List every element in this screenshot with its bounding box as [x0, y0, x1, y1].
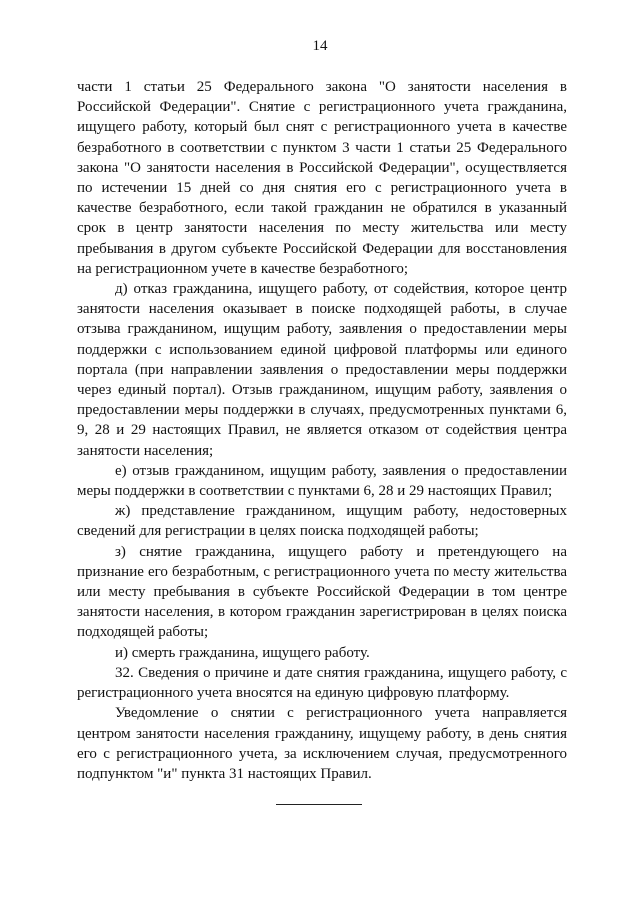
document-body: [77, 77, 567, 784]
end-separator-line: [276, 804, 362, 805]
paragraph-notification: Уведомление о снятии с регистрационного учета направляется центром занятости населения гражданину, ищущему работу, в день снятия его с регистрационного учета, за исключением случая, предусмотренного подпунктом "и" пункта 31 настоящих Правил.: [77, 705, 567, 782]
paragraph-clause-32: 32. Сведения о причине и дате снятия гражданина, ищущего работу, с регистрационного учета вносятся на единую цифровую платформу.: [77, 664, 567, 702]
page-number: 14: [312, 38, 328, 54]
paragraph-item-zh: ж) представление гражданином, ищущим работу, недостоверных сведений для регистрации в целях поиска подходящей работы;: [77, 503, 567, 540]
paragraph-item-e: е) отзыв гражданином, ищущим работу, заявления о предоставлении меры поддержки в соответствии с пунктами 6, 28 и 29 настоящих Правил;: [77, 462, 567, 500]
paragraph-item-d: д) отказ гражданина, ищущего работу, от содействия, которое центр занятости населения оказывает в поиске подходящей работы, в случае отзыва гражданином, ищущим работу, заявления о предоставлении меры поддержки с использованием единой цифровой платформы или единого портала (при направлении заявления о предоставлении меры поддержки через единый портал). Отзыв гражданином, ищущим работу, заявления о предоставлении меры поддержки в случаях, предусмотренных пунктами 6, 9, 28 и 29 настоящих Правил, не является отказом от содействия центра занятости населения;: [77, 281, 567, 459]
paragraph-item-z: з) снятие гражданина, ищущего работу и претендующего на признание его безработным, с регистрационного учета по месту жительства или месту пребывания в субъекте Российской Федерации в том центре занятости населения, в котором гражданин зарегистрирован в целях поиска подходящей работы;: [77, 543, 567, 641]
paragraph-item-i: и) смерть гражданина, ищущего работу.: [115, 644, 370, 661]
paragraph-continuation: части 1 статьи 25 Федерального закона "О занятости населения в Российской Федерации". Снятие с регистрационного учета гражданина, ищущего работу, который был снят с регистрационного учета в качестве безработного в соответствии с пунктом 3 части 1 статьи 25 Федерального закона "О занятости населения в Российской Федерации", осуществляется по истечении 15 дней со дня снятия его с регистрационного учета в качестве безработного, если такой гражданин не обратился в указанный срок в центр занятости населения по месту жительства или месту пребывания в другом субъекте Российской Федерации для восстановления на регистрационном учете в качестве безработного;: [77, 79, 567, 277]
